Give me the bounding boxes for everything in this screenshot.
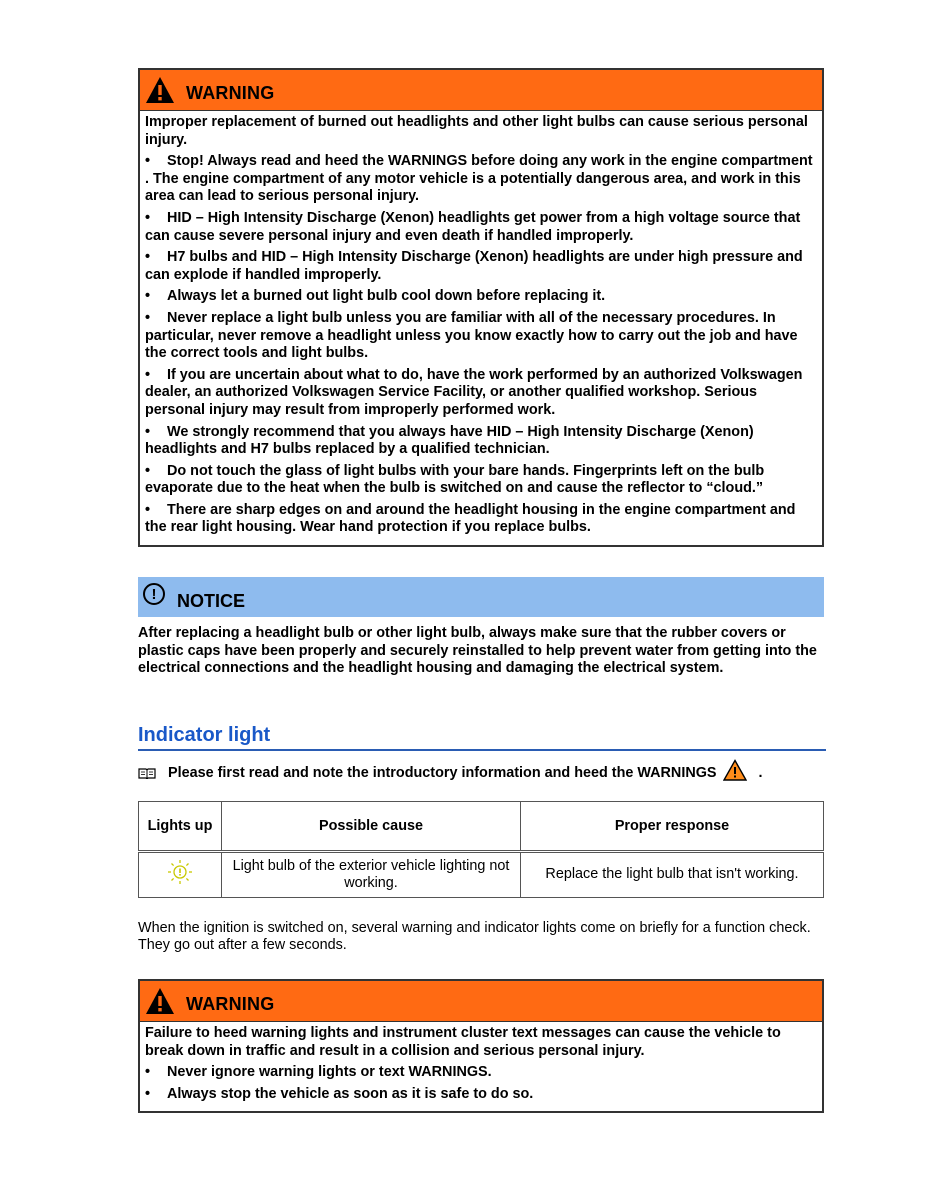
warning-triangle-icon[interactable] [723,759,747,781]
bullet-icon: • [145,288,151,305]
table-row [139,851,824,897]
notice-title: NOTICE [177,590,246,611]
warning-body [140,1022,822,1111]
list-item: • There are sharp edges on and around the headlight housing in the engine compartment and the rear light housing. Wear hand protection if you replace bulbs. [145,501,796,536]
list-item: • Never ignore warning lights or text WARNINGS. [145,1064,492,1081]
bulb-warning-icon [167,859,193,885]
notice-body: After replacing a headlight bulb or other light bulb, always make sure that the rubber covers or plastic caps have been properly and securely reinstalled to help prevent water from getting into the electrical connections and the headlight housing and damaging the electrical system. [138,625,817,677]
intro-line [138,765,824,781]
warning-body [140,111,822,545]
warning-title: WARNING [186,993,275,1014]
bullet-icon: • [145,501,151,518]
warning-title: WARNING [186,82,275,103]
warning-header [140,981,822,1022]
list-item: • We strongly recommend that you always have HID – High Intensity Discharge (Xenon) headlights and H7 bulbs replaced by a qualified technician. [145,423,754,458]
warning-box [138,979,824,1113]
table-cell: Light bulb of the exterior vehicle lighting not working. [222,851,521,897]
table-cell: Replace the light bulb that isn't working. [521,851,824,897]
intro-period: . [758,764,763,781]
bullet-icon: • [145,1064,151,1081]
list-item: • H7 bulbs and HID – High Intensity Discharge (Xenon) headlights are under high pressure and can explode if handled improperly. [145,249,803,283]
exclamation-circle-icon: ! [143,583,165,605]
bullet-icon: • [145,249,151,266]
column-header: Lights up [139,801,222,851]
bullet-icon: • [145,462,151,479]
list-item: • If you are uncertain about what to do, have the work performed by an authorized Volkswagen dealer, an authorized Volkswagen Service Facility, or another qualified workshop. Serious personal injury may result from improperly performed work. [145,366,803,418]
bullet-icon: • [145,153,151,170]
page-content [138,68,824,1113]
list-item: • Always stop the vehicle as soon as it is safe to do so. [145,1085,534,1102]
warning-triangle-icon [144,986,176,1016]
bullet-icon: • [145,366,151,383]
warning-intro: Improper replacement of burned out headlights and other light bulbs can cause serious personal injury. [145,114,808,148]
list-item: • Stop! Always read and heed the WARNINGS before doing any work in the engine compartment . The engine compartment of any motor vehicle is a potentially dangerous area, and work in this area can lead to serious personal injury. [145,153,813,205]
table-header-row [139,801,824,851]
warning-intro: Failure to heed warning lights and instrument cluster text messages can cause the vehicle to break down in traffic and result in a collision and serious personal injury. [145,1025,781,1059]
bullet-icon: • [145,209,151,226]
warning-box [138,68,824,547]
body-paragraph: When the ignition is switched on, several warning and indicator lights come on briefly for a function check. They go out after a few seconds. [138,919,811,954]
table-cell [139,851,222,897]
notice-header [138,577,824,617]
list-item: • Always let a burned out light bulb cool down before replacing it. [145,288,606,305]
book-icon [138,767,156,779]
column-header: Possible cause [222,801,521,851]
warning-header [140,70,822,111]
warning-triangle-icon [144,75,176,105]
intro-text: Please first read and note the introductory information and heed the WARNINGS [168,764,717,781]
bullet-icon: • [145,309,151,326]
list-item: • Do not touch the glass of light bulbs with your bare hands. Fingerprints left on the bulb evaporate due to the heat when the bulb is switched on and cause the reflector to “cloud.” [145,462,765,497]
indicator-table [138,801,824,898]
bullet-icon: • [145,1085,151,1102]
list-item: • Never replace a light bulb unless you are familiar with all of the necessary procedures. In particular, never remove a headlight unless you know exactly how to carry out the job and have the correct tools and light bulbs. [145,309,798,362]
section-title: Indicator light [138,724,826,751]
list-item: • HID – High Intensity Discharge (Xenon) headlights get power from a high voltage source that can cause severe personal injury and even death if handled improperly. [145,209,801,244]
column-header: Proper response [521,801,824,851]
bullet-icon: • [145,423,151,440]
